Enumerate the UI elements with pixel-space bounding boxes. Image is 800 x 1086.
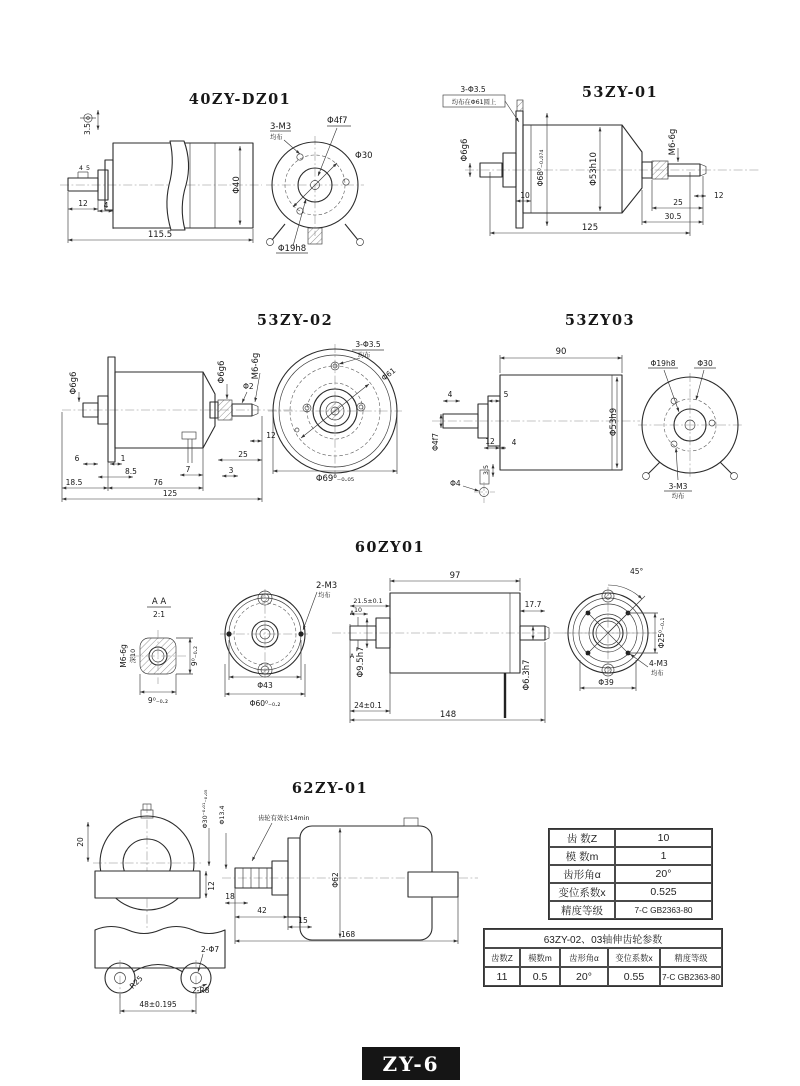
d62-title: 62ZY-01 [291,780,369,797]
d60-note-4m3: 4-M3 [649,659,668,668]
d5303-dim-3-5: 3.5 [483,464,490,476]
d40-dia-19h8: Φ19h8 [277,244,307,254]
d5301-dim-30-5: 30.5 [664,212,682,221]
d40-dim-115-5: 115.5 [147,230,173,240]
d5303-dia-30: Φ30 [697,359,713,368]
d40-dim-4a: 4 [79,165,84,172]
t2-header-module: 模数m [520,948,560,967]
d60-dim-17-7: 17.7 [524,600,542,609]
d60-dia-39: Φ39 [598,678,614,687]
d5302-dim-3: 3 [228,466,234,475]
d5302-dim-8-5: 8.5 [125,467,137,476]
d5302-dia-2: Φ2 [243,382,254,391]
d5302-dim-7: 7 [185,465,191,474]
d62-dim-20: 20 [76,837,85,847]
d5302-note-holes: 3-Φ3.5 [355,340,381,349]
d5302-dim-6: 6 [74,454,80,463]
t2-value-module: 0.5 [520,967,560,986]
d60-note-2m3-sub: 均布 [318,592,331,599]
d5301-dim-25: 25 [673,198,683,207]
d40-dia-4f7: Φ4f7 [327,116,348,126]
d62-dia-30: Φ30⁻⁰·⁰¹₋₀.₀₅ [202,789,209,829]
d5301-dia-53h10: Φ53h10 [589,152,599,186]
d62-dim-12: 12 [207,881,216,891]
d60-dim-148: 148 [439,710,457,720]
d62-dim-168: 168 [340,930,356,939]
d60-dim-24: 24±0.1 [354,701,382,710]
d40-dim-12: 12 [78,199,88,208]
d5302-dim-125: 125 [162,489,178,498]
d60-section-scale: 2:1 [152,610,166,619]
d5302-dim-25: 25 [238,450,248,459]
d60-dia-60: Φ60⁰₋₀.₂ [249,699,281,708]
d60-dim-10: 10 [353,607,363,614]
d5302-dim-76: 76 [153,478,163,487]
d40-dim-3-5: 3.5 [83,123,92,135]
d5301-geometry [443,95,760,236]
d5303-dia-53h9: Φ53h9 [609,407,619,437]
d60-dia-9-5: Φ9.5h7 [356,646,366,678]
d5302-dia-6g6-left: Φ6g6 [69,371,79,395]
drawing-60zy01 [119,539,668,723]
d62-note-gear: 齿轮有效长14min [258,815,310,822]
t1-value-module: 1 [615,847,712,865]
d60-note-4m3-sub: 均布 [651,670,664,677]
page-number-label: ZY-6 [362,1047,460,1080]
d60-note-2m3: 2-M3 [316,581,338,591]
d5302-note-holes-sub: 均布 [357,352,371,359]
d5301-note-holes-sub: 均布在Φ61圆上 [451,99,497,106]
d60-dia-43: Φ43 [257,681,273,690]
d5303-dia-4: Φ4 [450,479,461,488]
d5303-dim-90: 90 [555,347,567,357]
d60-dia-25: Φ25⁰₋₀.₁ [657,617,666,649]
d40-geometry [60,110,364,253]
d62-note-r25: R25 [127,973,145,991]
d5302-dia-6g6-right: Φ6g6 [217,360,227,384]
d5303-dim-12: 12 [485,437,495,446]
d5303-dia-19h8: Φ19h8 [650,359,676,368]
t1-value-grade: 7-C GB2363-80 [615,901,712,919]
drawing-62zy-01 [76,780,478,1014]
t2-value-teeth: 11 [484,967,520,986]
d40-dia-40: Φ40 [232,176,242,194]
d5303-note-3m3-sub: 均布 [671,493,685,500]
d60-thread: M6-6g [119,644,128,668]
d62-geometry [88,804,478,1014]
t1-value-shift: 0.525 [615,883,712,901]
t2-value-grade: 7-C GB2363-80 [660,967,722,986]
d40-dim-4b: 4 [103,201,109,210]
d5302-title: 53ZY-02 [256,312,334,329]
drawing-53zy-01 [443,84,760,236]
t1-label-angle: 齿形角α [549,865,615,883]
d40-note-3m3: 3-M3 [270,122,292,132]
gear-parameter-table-1 [548,828,713,920]
d60-thread-depth: 深10 [130,648,137,664]
d60-sec-a-bot: A [349,653,355,660]
gear-parameter-table-2 [483,928,723,987]
drawing-53zy-02 [62,312,402,502]
d5303-note-3m3: 3-M3 [668,482,688,491]
t1-label-teeth: 齿 数Z [549,829,615,847]
d5303-dim-4b: 4 [511,438,517,447]
t1-label-shift: 变位系数x [549,883,615,901]
d5301-dim-12: 12 [714,191,724,200]
d5302-thread: M6-6g [251,352,261,380]
d5301-note-holes: 3-Φ3.5 [460,85,486,94]
drawing-53zy03 [431,312,742,503]
t1-label-grade: 精度等级 [549,901,615,919]
d60-section-label: A A [151,597,167,607]
d40-title: 40ZY-DZ01 [188,91,292,108]
d5302-dim-1: 1 [120,454,126,463]
d5302-dim-12: 12 [266,431,276,440]
d5302-dim-18-5: 18.5 [65,478,83,487]
d5302-dia-69: Φ69⁰₋₀.₀₅ [315,474,355,484]
d5303-dia-4f7: Φ4f7 [431,432,440,452]
t2-header-angle: 齿形角α [560,948,608,967]
t2-header-shift: 变位系数x [608,948,660,967]
d62-dia-62: Φ62 [331,872,340,888]
d60-dim-9h: 9⁰₋₀.₂ [147,696,169,705]
d60-sec-a-top: A [349,610,355,617]
t1-value-angle: 20° [615,865,712,883]
d5303-geometry [432,355,742,503]
d5301-dia-6g6: Φ6g6 [460,138,470,162]
t2-value-shift: 0.55 [608,967,660,986]
d40-dia-30: Φ30 [355,151,373,161]
d62-note-2d7: 2-Φ7 [201,945,220,954]
d60-dim-45deg: 45° [630,567,644,576]
d5303-title: 53ZY03 [564,312,636,329]
d5301-dim-125: 125 [581,223,599,233]
t2-header-teeth: 齿数Z [484,948,520,967]
d60-dia-6-3: Φ6.3h7 [522,659,532,691]
d60-geometry [130,578,658,723]
d62-dia-13-4: Φ13.4 [219,805,226,825]
d5303-dim-5: 5 [503,390,509,399]
t2-title: 63ZY-02、03轴伸齿轮参数 [484,929,722,948]
d5303-dim-4a: 4 [447,390,453,399]
d5301-title: 53ZY-01 [581,84,659,101]
d5302-dia-61: Φ61 [379,365,398,383]
d5301-thread: M6-6g [668,128,678,156]
d62-dim-18: 18 [225,892,235,901]
t2-header-grade: 精度等级 [660,948,722,967]
d5301-dia-68: Φ68⁰₋₀.₀₇₄ [536,149,545,187]
d40-note-3m3-sub: 均布 [270,134,283,141]
d62-dim-42: 42 [257,906,267,915]
t1-label-module: 模 数m [549,847,615,865]
d60-dim-21-5: 21.5±0.1 [353,598,383,605]
d60-title: 60ZY01 [354,539,426,556]
d40-dim-5: 5 [86,165,91,172]
d60-dim-97: 97 [449,571,461,581]
t1-value-teeth: 10 [615,829,712,847]
drawing-40zy-dz01 [60,91,373,254]
d62-dim-48: 48±0.195 [139,1000,177,1009]
d62-dim-15: 15 [298,916,308,925]
d5301-dim-10: 10 [520,191,530,200]
t2-value-angle: 20° [560,967,608,986]
d60-dim-9v: 9⁰₋₀.₂ [190,645,199,667]
d62-note-2r8: 2-R8 [192,986,210,995]
